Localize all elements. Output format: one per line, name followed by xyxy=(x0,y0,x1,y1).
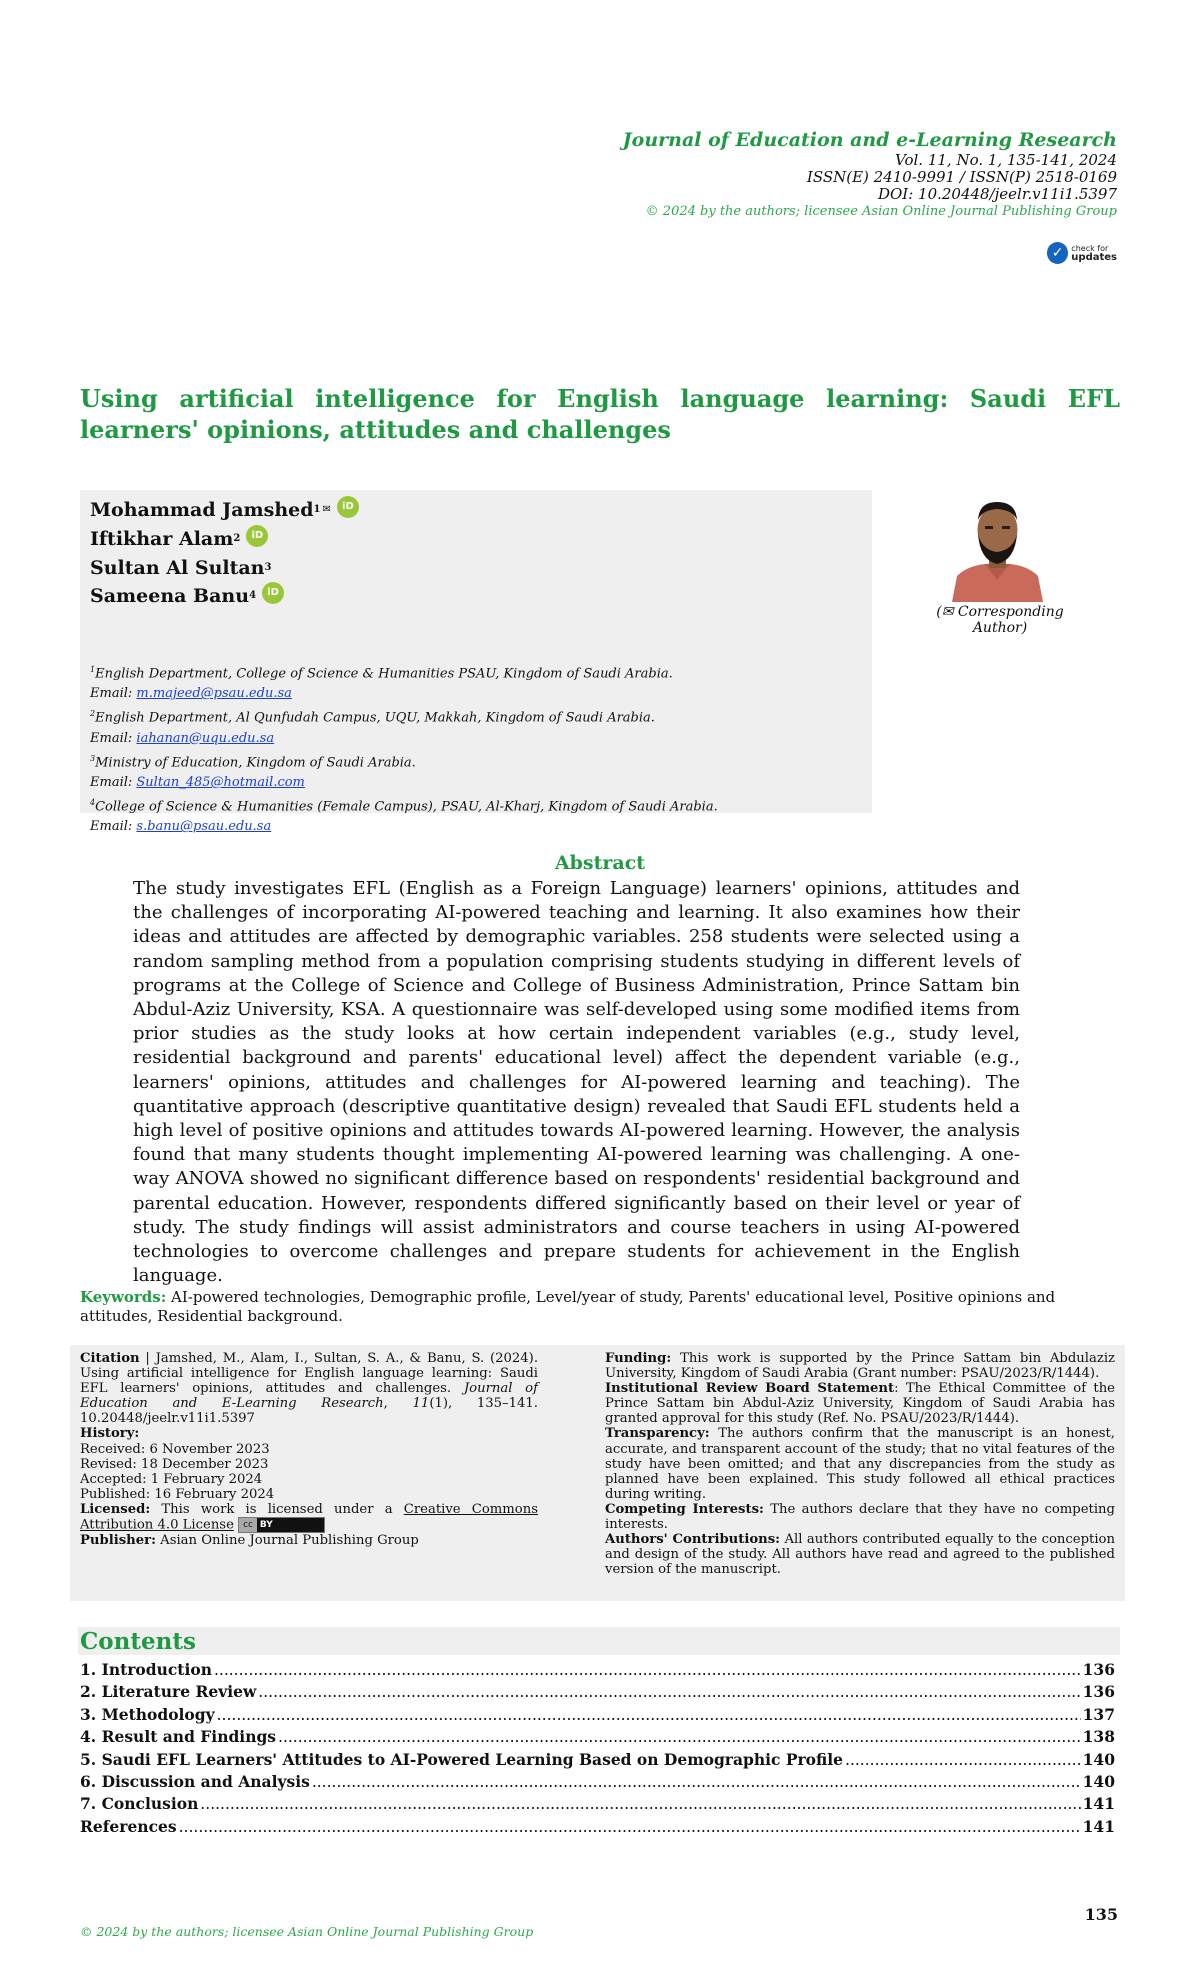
toc-page-number: 140 xyxy=(1082,1749,1115,1769)
info-right-column xyxy=(605,1351,1115,1577)
toc-page-number: 136 xyxy=(1082,1682,1115,1702)
orcid-icon[interactable]: iD xyxy=(246,525,268,547)
publisher-text: Asian Online Journal Publishing Group xyxy=(160,1533,419,1549)
license xyxy=(80,1502,538,1533)
publisher-label: Publisher: xyxy=(80,1533,156,1549)
email-label: Email: xyxy=(90,774,133,790)
email-link[interactable]: iahanan@uqu.edu.sa xyxy=(136,730,275,746)
toc-page-number: 141 xyxy=(1082,1816,1115,1836)
funding-label: Funding: xyxy=(605,1351,672,1366)
irb-statement xyxy=(605,1381,1115,1426)
transparency-label: Transparency: xyxy=(605,1426,710,1442)
toc-leader xyxy=(200,1793,1080,1815)
email-link[interactable]: Sultan_485@hotmail.com xyxy=(136,774,305,790)
citation-volume: 11 xyxy=(412,1396,430,1412)
orcid-icon[interactable]: iD xyxy=(262,582,284,604)
table-of-contents xyxy=(80,1659,1115,1838)
journal-name: Journal of Education and e-Learning Research xyxy=(622,129,1117,151)
email-link[interactable]: m.majeed@psau.edu.sa xyxy=(136,686,292,702)
article-title: Using artificial intelligence for English language learning: Saudi EFL learners' opinions, attitudes and challenges xyxy=(80,384,1120,444)
author-name: Iftikhar Alam xyxy=(90,528,234,550)
history-revised: Revised: 18 December 2023 xyxy=(80,1456,269,1472)
competing-interests xyxy=(605,1502,1115,1532)
keywords-text: AI-powered technologies, Demographic profile, Level/year of study, Parents' educational level, Positive opinions and attitudes, Residential background. xyxy=(80,1288,1056,1325)
author-contributions xyxy=(605,1532,1115,1577)
toc-leader xyxy=(278,1726,1081,1748)
cc-badge-right: BY xyxy=(259,1520,273,1531)
affiliation-sup: 2 xyxy=(90,709,96,719)
history-label: History: xyxy=(80,1426,140,1442)
checkmark-icon: ✓ xyxy=(1047,242,1068,264)
affiliation-text: Ministry of Education, Kingdom of Saudi Arabia. xyxy=(95,754,416,770)
affiliation-4 xyxy=(90,793,718,817)
toc-entry[interactable] xyxy=(80,1704,1115,1726)
issn-info: ISSN(E) 2410-9991 / ISSN(P) 2518-0169 xyxy=(806,168,1117,186)
affiliation-text: English Department, College of Science & Humanities PSAU, Kingdom of Saudi Arabia. xyxy=(95,666,673,682)
contributions-label: Authors' Contributions: xyxy=(605,1532,781,1548)
author-4 xyxy=(90,584,284,608)
citation-rest: (1), 135–141. 10.20448/jeelr.v11i1.5397 xyxy=(80,1396,538,1427)
contributions-text: All authors contributed equally to the conception and design of the study. All authors have read and agreed to the published version of the manuscript. xyxy=(605,1532,1115,1578)
toc-entry-label: 1. Introduction xyxy=(80,1660,212,1679)
author-1 xyxy=(90,498,359,522)
header-copyright: © 2024 by the authors; licensee Asian Online Journal Publishing Group xyxy=(645,204,1117,219)
history-accepted: Accepted: 1 February 2024 xyxy=(80,1471,263,1487)
history-published: Published: 16 February 2024 xyxy=(80,1486,275,1502)
citation-text: Jamshed, M., Alam, I., Sultan, S. A., & Banu, S. (2024). Using artificial intelligence for English language learning: Saudi EFL learners' opinions, attitudes and challenges. xyxy=(80,1351,539,1397)
citation-label: Citation xyxy=(80,1351,140,1366)
affiliation-sup: 4 xyxy=(90,797,96,807)
toc-entry-label: 3. Methodology xyxy=(80,1704,215,1724)
contents-header-bar xyxy=(78,1627,1120,1655)
transparency-text: The authors confirm that the manuscript is an honest, accurate, and transparent account of the study; that no vital features of the study have been omitted; and that any discrepancies from the study as planned have been explained. This study followed all ethical practices during writing. xyxy=(605,1426,1115,1502)
toc-entry[interactable] xyxy=(80,1749,1115,1771)
publisher xyxy=(80,1533,538,1548)
email-line-3 xyxy=(90,773,718,793)
email-line-1 xyxy=(90,684,718,704)
envelope-icon: ✉ xyxy=(322,504,331,515)
updates-label: updates xyxy=(1071,252,1117,263)
author-sup: 2 xyxy=(233,533,241,544)
affiliation-3 xyxy=(90,749,718,773)
email-line-4 xyxy=(90,817,718,837)
author-name: Sameena Banu xyxy=(90,585,250,607)
affiliations xyxy=(90,660,718,837)
toc-entry-label: 4. Result and Findings xyxy=(80,1727,277,1747)
affiliation-2 xyxy=(90,704,718,728)
affiliation-text: College of Science & Humanities (Female Campus), PSAU, Al-Kharj, Kingdom of Saudi Arabia. xyxy=(95,799,718,815)
affiliation-sup: 1 xyxy=(90,665,96,674)
toc-page-number: 137 xyxy=(1082,1704,1115,1724)
toc-entry-label: 6. Discussion and Analysis xyxy=(80,1772,310,1792)
toc-entry-label: 7. Conclusion xyxy=(80,1794,199,1814)
abstract-text: The study investigates EFL (English as a Foreign Language) learners' opinions, attitudes and the challenges of incorporating AI-powered teaching and learning. It also examines how their ideas and attitudes are affected by demographic variables. 258 students were selected using a random sampling method from a population comprising students studying in different levels of programs at the College of Science and College of Business Administration, Prince Sattam bin Abdul-Aziz University, KSA. A questionnaire was self-developed using some modified items from prior studies as the study looks at how certain independent variables (e.g., study level, residential background and parents' educational level) affect the dependent variable (e.g., learners' opinions, attitudes and challenges for AI-powered learning and teaching). The quantitative approach (descriptive quantitative design) revealed that Saudi EFL students held a high level of positive opinions and attitudes towards AI-powered learning. However, the analysis found that many students thought implementing AI-powered learning was challenging. A one-way ANOVA showed no significant difference based on respondents' residential background and parental education. However, respondents differed significantly based on their level or year of study. The study findings will assist administrators and course teachers in using AI-powered technologies to overcome challenges and prepare students for achievement in the English language. xyxy=(133,878,1020,1287)
footer-copyright: © 2024 by the authors; licensee Asian Online Journal Publishing Group xyxy=(80,1924,534,1939)
toc-page-number: 140 xyxy=(1082,1772,1115,1792)
volume-info: Vol. 11, No. 1, 135-141, 2024 xyxy=(895,151,1117,169)
email-link[interactable]: s.banu@psau.edu.sa xyxy=(136,819,272,835)
toc-leader xyxy=(845,1749,1081,1771)
citation-separator: | xyxy=(139,1351,156,1366)
citation-journal: Journal of Education and E-Learning Research xyxy=(80,1381,539,1412)
affiliation-text: English Department, Al Qunfudah Campus, UQU, Makkah, Kingdom of Saudi Arabia. xyxy=(95,710,655,726)
history-received: Received: 6 November 2023 xyxy=(80,1441,270,1457)
author-photo xyxy=(947,494,1048,602)
cc-badge-left: cc xyxy=(239,1518,257,1532)
toc-entry[interactable] xyxy=(80,1793,1115,1815)
keywords xyxy=(80,1288,1120,1326)
toc-entry[interactable] xyxy=(80,1771,1115,1793)
journal-header xyxy=(623,128,1117,220)
author-name: Sultan Al Sultan xyxy=(90,557,265,579)
abstract-heading: Abstract xyxy=(554,852,646,874)
irb-label: Institutional Review Board Statement xyxy=(605,1381,895,1397)
author-sup: 4 xyxy=(249,590,257,601)
author-sup: 3 xyxy=(264,562,272,573)
toc-entry[interactable] xyxy=(80,1659,1115,1681)
toc-leader xyxy=(217,1704,1081,1726)
transparency xyxy=(605,1426,1115,1501)
irb-text: : The Ethical Committee of the Prince Sattam bin Abdul-Aziz University, Kingdom of Saudi Arabia has granted approval for this study (Ref. No. PSAU/2023/R/1444). xyxy=(605,1381,1115,1427)
cc-by-badge-icon[interactable] xyxy=(238,1517,325,1533)
citation: Citation | Jamshed, M., Alam, I., Sultan, S. A., & Banu, S. (2024). Using artificial intelligence for English language learning: Saudi EFL learners' opinions, attitudes and challenges. Journal of Education and E-Learning Research, 11(1), 135–141. 10.20448/jeelr.v11i1.5397 xyxy=(80,1351,539,1427)
authors-box xyxy=(80,490,872,835)
toc-entry-label: 5. Saudi EFL Learners' Attitudes to AI-Powered Learning Based on Demographic Profile xyxy=(80,1749,844,1769)
article-info-box xyxy=(70,1345,1125,1601)
toc-page-number: 138 xyxy=(1082,1727,1115,1747)
email-label: Email: xyxy=(90,686,133,702)
author-sup: 1 xyxy=(313,504,321,515)
keywords-label: Keywords: xyxy=(80,1288,167,1306)
page-number: 135 xyxy=(1084,1905,1118,1924)
funding xyxy=(605,1351,1115,1381)
corresponding-author-caption: (✉ Corresponding Author) xyxy=(936,604,1064,636)
orcid-icon[interactable]: iD xyxy=(337,496,359,518)
doi-info: DOI: 10.20448/jeelr.v11i1.5397 xyxy=(877,185,1117,203)
author-2 xyxy=(90,527,268,551)
competing-text: The authors declare that they have no competing interests. xyxy=(605,1501,1115,1533)
toc-entry[interactable] xyxy=(80,1726,1115,1748)
toc-entry[interactable] xyxy=(80,1816,1115,1838)
toc-entry-label: 2. Literature Review xyxy=(80,1682,257,1702)
check-for-label: check for xyxy=(1071,244,1109,253)
email-label: Email: xyxy=(90,819,133,835)
check-for-updates-badge[interactable] xyxy=(1047,240,1117,266)
email-line-2 xyxy=(90,729,718,749)
author-3 xyxy=(90,556,271,580)
affiliation-1 xyxy=(90,660,718,684)
license-link[interactable]: Creative Commons Attribution 4.0 License xyxy=(80,1501,539,1533)
license-label: Licensed: xyxy=(80,1501,151,1517)
contents-title: Contents xyxy=(80,1628,196,1655)
toc-page-number: 141 xyxy=(1082,1794,1115,1814)
author-name: Mohammad Jamshed xyxy=(90,499,314,521)
toc-leader xyxy=(258,1681,1080,1703)
toc-entry[interactable] xyxy=(80,1681,1115,1703)
affiliation-sup: 3 xyxy=(90,753,96,763)
toc-leader xyxy=(214,1659,1081,1681)
toc-leader xyxy=(179,1816,1081,1838)
toc-page-number: 136 xyxy=(1082,1660,1115,1679)
toc-entry-label: References xyxy=(80,1816,177,1836)
info-left-column xyxy=(80,1351,538,1548)
toc-leader xyxy=(312,1771,1081,1793)
funding-text: This work is supported by the Prince Sattam bin Abdulaziz University, Kingdom of Saudi Arabia (Grant number: PSAU/2023/R/1444). xyxy=(605,1351,1115,1382)
competing-label: Competing Interests: xyxy=(605,1501,764,1517)
email-label: Email: xyxy=(90,730,133,746)
license-text: This work is licensed under a xyxy=(161,1501,393,1517)
